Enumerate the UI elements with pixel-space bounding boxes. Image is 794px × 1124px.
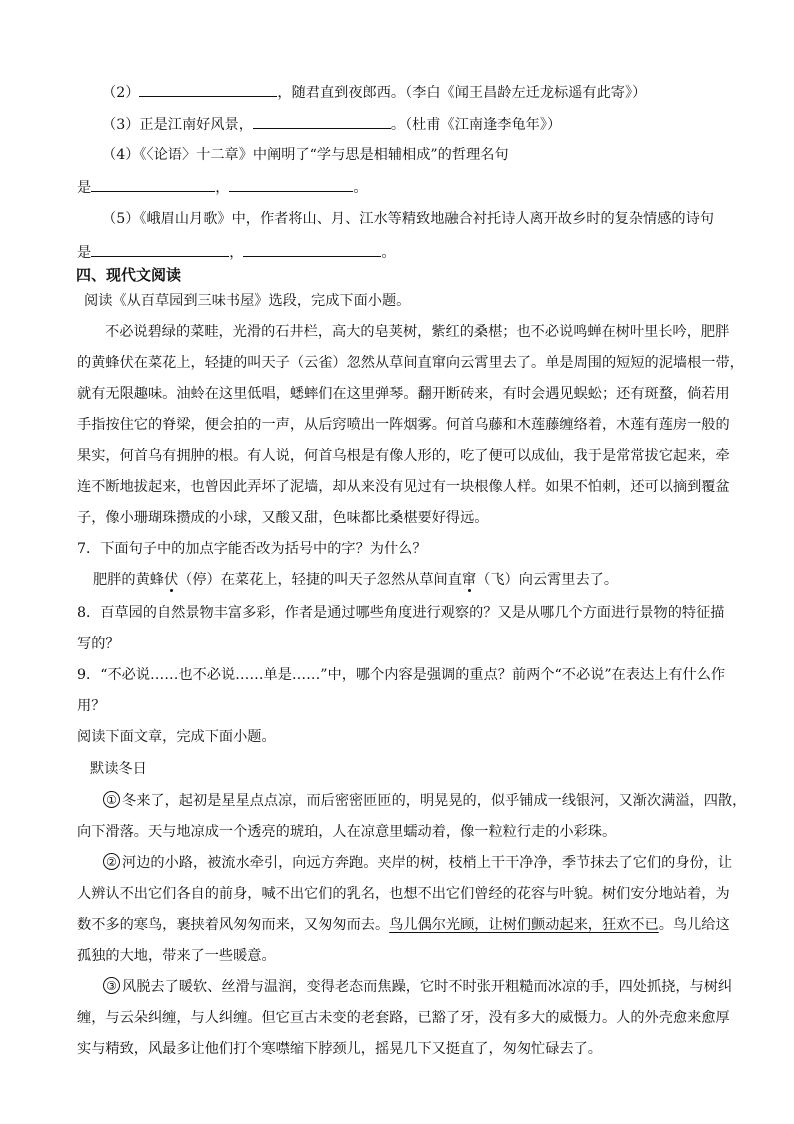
- paragraph-text: 。鸟儿给这: [658, 917, 730, 933]
- question-7-sentence: [93, 570, 618, 590]
- comma-text: ，: [215, 180, 230, 196]
- paragraph-2: [103, 853, 732, 873]
- question-3-source: 。（杜甫《江南逢李龟年》）: [390, 117, 562, 133]
- passage-line: 就有无限趣味。油蛉在这里低唱，蟋蟀们在这里弹琴。翻开断砖来，有时会遇见蜈蚣；还有斑蝥，倘若用: [77, 386, 730, 402]
- end-text: 。: [353, 180, 368, 196]
- answer-blank-4a[interactable]: [91, 176, 215, 192]
- paragraph-line: 人辨认不出它们各自的前身，喊不出它们的乳名，也想不出它们曾经的花容与叶貌。树们安分地站着，为: [77, 886, 730, 902]
- dotted-char: 伏: [163, 572, 179, 588]
- question-3: [102, 113, 561, 135]
- paragraph-number: ③: [103, 977, 120, 994]
- paragraph-number: ②: [103, 853, 120, 870]
- question-4-line1: （4）《〈论语〉十二章》中阐明了“学与思是相辅相成”的哲理名句: [102, 147, 509, 163]
- answer-blank-3[interactable]: [253, 113, 391, 129]
- question-2: [102, 81, 646, 103]
- question-5-line1: （5）《峨眉山月歌》中，作者将山、月、江水等精致地融合衬托诗人离开故乡时的复杂情感的诗句: [102, 211, 714, 227]
- question-9-cont: 用？: [77, 698, 106, 714]
- question-8-cont: 写的？: [77, 636, 120, 652]
- end-text: 。: [381, 245, 396, 261]
- question-2-text: ，随君直到夜郎西。（李白《闻王昌龄左迁龙标遥有此寄》）: [277, 85, 647, 101]
- paragraph-text: 河边的小路，被流水牵引，向远方奔跑。夹岸的树，枝梢上干干净净，季节抹去了它们的身份，让: [122, 855, 733, 871]
- paragraph-3: [103, 977, 732, 997]
- paragraph-line: 孤独的大地，带来了一些暖意。: [77, 948, 276, 964]
- reading-instruction-2: 阅读下面文章，完成下面小题。: [77, 729, 276, 745]
- paragraph-number: ①: [103, 791, 120, 808]
- paragraph-text: 数不多的寒鸟，裹挟着风匆匆而来，又匆匆而去。: [77, 917, 390, 933]
- prefix-text: 是: [77, 245, 92, 261]
- question-8: 8．百草园的自然景物丰富多彩，作者是通过哪些角度进行观察的？又是从哪几个方面进行景物的特征描: [77, 605, 725, 621]
- question-9: 9．“不必说……也不必说……单是……”中，哪个内容是强调的重点？前两个“不必说”在表达上有什么作: [77, 667, 726, 683]
- article-title: 默读冬日: [90, 761, 147, 777]
- paragraph-line: [77, 915, 730, 935]
- answer-blank-5a[interactable]: [91, 241, 229, 257]
- passage-line: 子，像小珊瑚珠攒成的小球，又酸又甜，色味都比桑椹要好得远。: [77, 510, 489, 526]
- paragraph-line: 实与精致，风最多让他们打个寒噤缩下脖颈儿，摇晃几下又挺直了，匆匆忙碌去了。: [77, 1041, 602, 1057]
- question-7: 7．下面句子中的加点字能否改为括号中的字？为什么？: [77, 541, 427, 557]
- section-heading: 四、现代文阅读: [76, 266, 182, 284]
- answer-blank-4b[interactable]: [229, 176, 353, 192]
- passage-line: 不必说碧绿的菜畦，光滑的石井栏，高大的皂荚树，紫红的桑椹；也不必说鸣蝉在树叶里长吟，肥胖: [105, 324, 730, 340]
- answer-blank-5b[interactable]: [243, 241, 381, 257]
- prefix-text: 是: [77, 180, 92, 196]
- paragraph-line: 缠，与云朵纠缠，与人纠缠。但它亘古未变的老套路，已豁了牙，没有多大的威慑力。人的外壳愈来愈厚: [77, 1010, 730, 1026]
- sentence-text: 肥胖的黄蜂: [93, 572, 164, 588]
- passage-line: 手指按住它的脊梁，便会拍的一声，从后窍喷出一阵烟雾。何首乌藤和木莲藤缠络着，木莲有莲房一般的: [77, 417, 730, 433]
- paragraph-1: [103, 791, 746, 811]
- dotted-char: 窜: [461, 572, 477, 588]
- sentence-text: （停）在菜花上，轻捷的叫天子忽然从草间直: [178, 572, 462, 588]
- sentence-text: （飞）向云霄里去了。: [476, 572, 619, 588]
- question-5-line2: [77, 241, 396, 263]
- passage-line: 的黄蜂伏在菜花上，轻捷的叫天子（云雀）忽然从草间直窜向云霄里去了。单是周围的短短的泥墙根一带，: [77, 355, 744, 371]
- paragraph-text: 冬来了，起初是星星点点凉，而后密密匝匝的，明晃晃的，似乎铺成一线银河，又渐次满溢，四散，: [122, 793, 747, 809]
- question-2-label: （2）: [102, 85, 140, 101]
- paragraph-line: 向下滑落。天与地凉成一个透亮的琥珀，人在凉意里蠕动着，像一粒粒行走的小彩珠。: [77, 824, 617, 840]
- question-4-line2: [77, 176, 368, 198]
- passage-line: 果实，何首乌有拥肿的根。有人说，何首乌根是有像人形的，吃了便可以成仙，我于是常常拔它起来，牵: [77, 448, 730, 464]
- underlined-sentence: 鸟儿偶尔光顾，让树们颤动起来，狂欢不已: [389, 917, 659, 933]
- reading-instruction: 阅读《从百草园到三味书屋》选段，完成下面小题。: [84, 293, 411, 309]
- question-3-text: （3）正是江南好风景，: [102, 117, 253, 133]
- comma-text: ，: [229, 245, 244, 261]
- passage-line: 连不断地拔起来，也曾因此弄坏了泥墙，却从来没有见过有一块根像人样。如果不怕刺，还可以摘到覆盆: [77, 479, 730, 495]
- paragraph-text: 风脱去了暖软、丝滑与温润，变得老态而焦躁，它时不时张开粗糙而冰凉的手，四处抓挠，与树纠: [122, 979, 733, 995]
- answer-blank-2[interactable]: [139, 81, 277, 97]
